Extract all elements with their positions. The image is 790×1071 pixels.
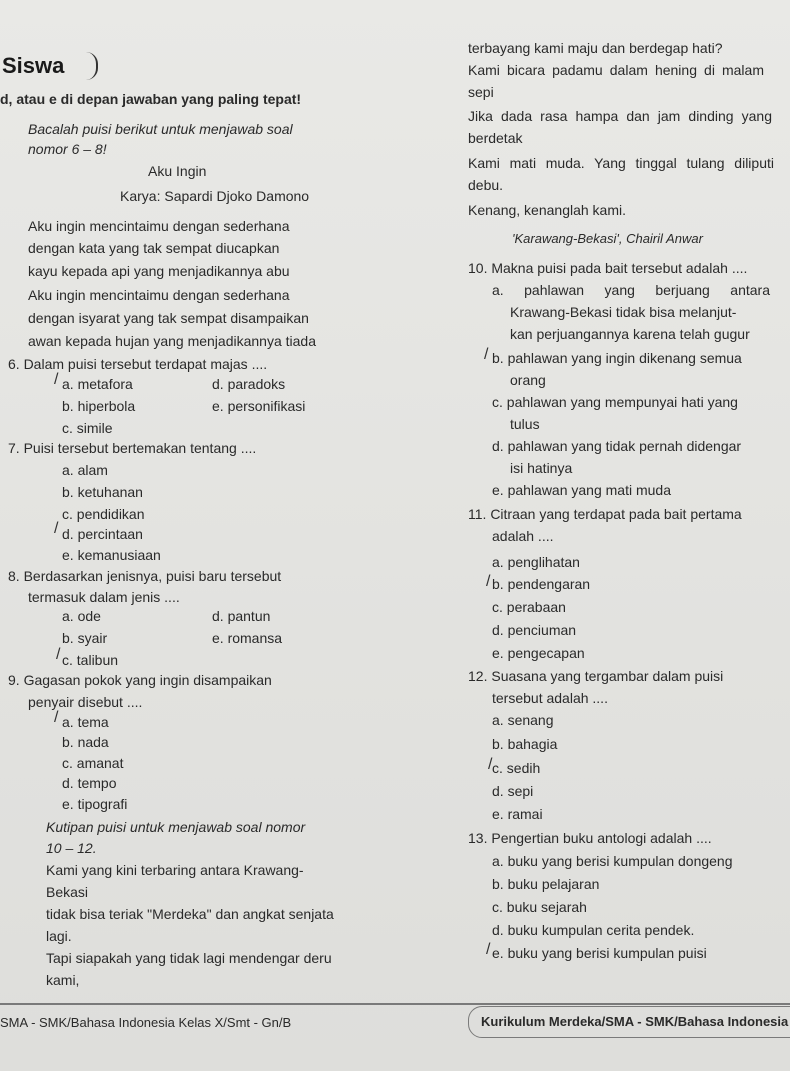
poem-line: Aku ingin mencintaimu dengan sederhana [28,218,290,234]
poem-line: terbayang kami maju dan berdegap hati? [468,40,723,56]
option-b: b. syair [62,630,108,646]
question-10: 10. Makna puisi pada bait tersebut adalah .... [468,260,748,276]
poem-source: 'Karawang-Bekasi', Chairil Anwar [512,231,703,246]
option-d: d. percintaan [62,526,143,542]
question-8: 8. Berdasarkan jenisnya, puisi baru tersebut [8,568,282,584]
instruction: d, atau e di depan jawaban yang paling tepat! [0,91,302,107]
poem-line: Kenang, kenanglah kami. [468,202,626,218]
poem-line: kayu kepada api yang menjadikannya abu [28,263,290,279]
option-c: c. simile [62,420,113,436]
passage-line: Tapi siapakah yang tidak lagi mendengar deru [46,950,332,966]
question-11-cont: adalah .... [492,528,554,544]
poem-author: Karya: Sapardi Djoko Damono [120,188,310,204]
passage-intro-cont: 10 – 12. [46,840,97,856]
question-6: 6. Dalam puisi tersebut terdapat majas .... [8,356,268,372]
pencil-checkmark: / [484,346,489,363]
option-a: a. metafora [62,376,133,392]
option-c: c. pahlawan yang mempunyai hati yang [492,394,738,410]
pencil-checkmark: / [54,520,59,537]
passage-line: Bekasi [46,884,89,900]
option-a: a. penglihatan [492,554,580,570]
footer-right-label: Kurikulum Merdeka/SMA - SMK/Bahasa Indonesia [468,1006,790,1038]
poem-line: Kami bicara padamu dalam hening di malam [468,62,764,78]
poem-line: awan kepada hujan yang menjadikannya tiada [28,333,316,349]
option-d-cont: isi hatinya [510,460,573,476]
option-c: c. talibun [62,652,119,668]
option-b: b. bahagia [492,736,558,752]
option-d: d. tempo [62,775,117,791]
question-9-cont: penyair disebut .... [28,694,143,710]
question-9: 9. Gagasan pokok yang ingin disampaikan [8,672,272,688]
option-e: e. buku yang berisi kumpulan puisi [492,945,707,961]
footer-left-label: SMA - SMK/Bahasa Indonesia Kelas X/Smt - Gn/B [0,1015,292,1030]
poem-line: sepi [468,84,494,100]
option-a-cont: kan perjuangannya karena telah gugur [510,326,750,342]
question-7: 7. Puisi tersebut bertemakan tentang .... [8,440,257,456]
option-c: c. perabaan [492,599,566,615]
option-e: e. romansa [212,630,283,646]
question-12: 12. Suasana yang tergambar dalam puisi [468,668,724,684]
prompt-line-1: Bacalah puisi berikut untuk menjawab soal [28,121,293,137]
pencil-checkmark: / [486,573,491,590]
option-b: b. ketuhanan [62,484,143,500]
option-b: b. pendengaran [492,576,591,592]
poem-line: Aku ingin mencintaimu dengan sederhana [28,287,290,303]
footer-divider [0,1003,790,1005]
option-d: d. buku kumpulan cerita pendek. [492,922,695,938]
option-e: e. ramai [492,806,543,822]
option-e: e. tipografi [62,796,128,812]
pencil-checkmark: / [486,941,491,958]
option-a: a. senang [492,712,554,728]
option-a: a. tema [62,714,109,730]
option-c-cont: tulus [510,416,540,432]
pencil-checkmark: / [54,371,59,388]
option-a: a. alam [62,462,108,478]
option-a: a. ode [62,608,101,624]
question-12-cont: tersebut adalah .... [492,690,608,706]
poem-title: Aku Ingin [148,163,207,179]
option-c: c. buku sejarah [492,899,587,915]
option-d: d. sepi [492,783,534,799]
option-d: d. pahlawan yang tidak pernah didengar [492,438,742,454]
poem-line: dengan isyarat yang tak sempat disampaikan [28,310,309,326]
option-e: e. pengecapan [492,645,585,661]
pencil-checkmark: / [488,756,493,773]
prompt-line-2: nomor 6 – 8! [28,141,107,157]
option-d: d. penciuman [492,622,577,638]
option-a-cont: Krawang-Bekasi tidak bisa melanjut- [510,304,737,320]
question-8-cont: termasuk dalam jenis .... [28,589,180,605]
option-e: e. kemanusiaan [62,547,161,563]
passage-line: tidak bisa teriak "Merdeka" dan angkat senjata [46,906,334,922]
option-c: c. pendidikan [62,506,145,522]
question-13: 13. Pengertian buku antologi adalah .... [468,830,712,846]
option-b: b. nada [62,734,109,750]
poem-line: Kami mati muda. Yang tinggal tulang diliputi [468,155,774,171]
poem-line: berdetak [468,130,523,146]
option-a: a. buku yang berisi kumpulan dongeng [492,853,733,869]
option-d: d. pantun [212,608,271,624]
option-c: c. amanat [62,755,124,771]
option-e: e. personifikasi [212,398,306,414]
option-d: d. paradoks [212,376,286,392]
option-a: a. pahlawan yang berjuang antara [492,282,770,298]
section-title: Siswa [0,50,94,82]
option-e: e. pahlawan yang mati muda [492,482,671,498]
option-b: b. hiperbola [62,398,136,414]
poem-line: Jika dada rasa hampa dan jam dinding yang [468,108,772,124]
pencil-checkmark: / [54,709,59,726]
poem-line: debu. [468,177,504,193]
passage-line: Kami yang kini terbaring antara Krawang- [46,862,304,878]
option-b: b. pahlawan yang ingin dikenang semua [492,350,742,366]
passage-line: kami, [46,972,80,988]
passage-line: lagi. [46,928,72,944]
option-b-cont: orang [510,372,546,388]
option-c: c. sedih [492,760,541,776]
poem-line: dengan kata yang tak sempat diucapkan [28,240,280,256]
pencil-checkmark: / [56,646,61,663]
option-b: b. buku pelajaran [492,876,600,892]
question-11: 11. Citraan yang terdapat pada bait pertama [468,506,742,522]
passage-intro: Kutipan puisi untuk menjawab soal nomor [46,819,306,835]
